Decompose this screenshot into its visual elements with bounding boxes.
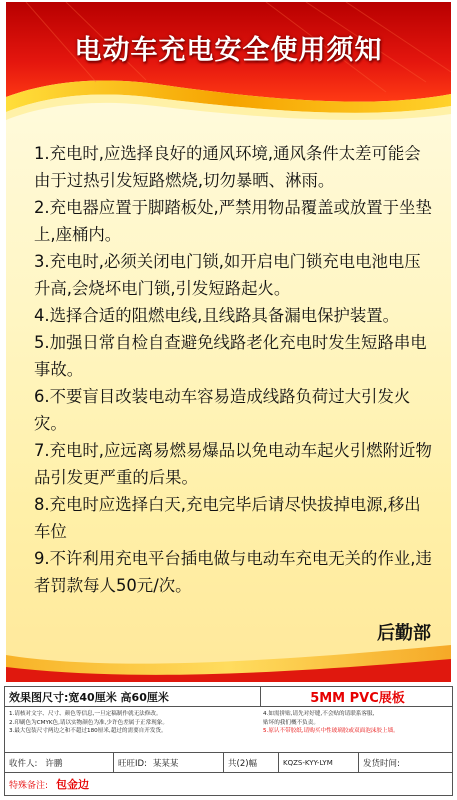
note-item: 贴坏的我们概不负责。 <box>263 719 319 726</box>
ship-time-label: 发货时间: <box>358 753 454 772</box>
receiver-value: 许鹏 <box>45 758 63 769</box>
size-label: 效果图尺寸: <box>9 690 69 704</box>
order-row <box>5 753 452 773</box>
size-row <box>5 687 452 707</box>
notes-right <box>263 710 451 736</box>
product-code: KQZS-KYY-LYM <box>278 753 358 772</box>
rule-item: 2.充电器应置于脚踏板处,严禁用物品覆盖或放置于坐垫上,座桶内。 <box>34 198 432 244</box>
note-item: 1.请核对文字、尺寸、颜色等信息,一旦定稿制作就无法修改。 <box>9 711 162 717</box>
rule-item: 5.加强日常自检自查避免线路老化充电时发生短路串电事故。 <box>34 333 427 379</box>
remark-value: 包金边 <box>56 778 90 791</box>
rule-item: 9.不许利用充电平台插电做与电动车充电无关的作业,违者罚款每人50元/次。 <box>34 549 432 595</box>
material-label: 5MM PVC展板 <box>260 687 454 706</box>
wangwang-cell <box>113 753 223 772</box>
wangwang-value: 某某某 <box>152 758 179 769</box>
rule-item: 6.不要盲目改装电动车容易造成线路负荷过大引发火灾。 <box>34 387 411 433</box>
footer-wave-graphic <box>6 637 451 682</box>
safety-poster <box>6 2 451 682</box>
rule-item: 3.充电时,必须关闭电门锁,如开启电门锁充电电池电压升高,会烧坏电门锁,引发短路起火。 <box>34 252 421 298</box>
print-info-table <box>4 686 453 796</box>
size-value: 宽40厘米 高60厘米 <box>68 690 169 704</box>
rules-list <box>34 140 434 599</box>
rule-item: 8.充电时应选择白天,充电完毕后请尽快拔掉电源,移出车位 <box>34 495 421 541</box>
note-item: 2.印刷色为CMYK色,请以实物颜色为准,少许色差属于正常现象。 <box>9 719 168 726</box>
notes-left <box>9 710 259 736</box>
note-item: 5.原认不带胶纸,请购买中性玻璃胶或双面泡沫胶上墙。 <box>263 728 399 735</box>
rule-item: 4.选择合适的阻燃电线,且线路具备漏电保护装置。 <box>34 306 400 325</box>
wangwang-label: 旺旺ID: <box>118 758 147 769</box>
notes-row <box>5 707 452 753</box>
note-item: 3.最大包装尺寸两边之和不超过180厘米,超过的需要自开发货。 <box>9 728 167 735</box>
remark-label: 特殊备注: <box>9 780 49 791</box>
rule-item: 1.充电时,应选择良好的通风环境,通风条件太差可能会由于过热引发短路燃烧,切勿暴晒、淋雨。 <box>34 144 421 190</box>
note-item: 4.如需拼贴,请先对好缝,不会贴的请联系客服, <box>263 711 375 717</box>
quantity: 共(2)幅 <box>223 753 278 772</box>
remark-row <box>5 773 452 795</box>
rule-item: 7.充电时,应远离易燃易爆品以免电动车起火引燃附近物品引发更严重的后果。 <box>34 441 432 487</box>
remark-cell <box>5 773 454 795</box>
receiver-cell <box>5 753 113 772</box>
poster-title: 电动车充电安全使用须知 <box>74 35 383 66</box>
size-cell <box>5 687 260 706</box>
poster-signature: 后勤部 <box>377 623 431 644</box>
receiver-label: 收件人: <box>9 758 38 769</box>
